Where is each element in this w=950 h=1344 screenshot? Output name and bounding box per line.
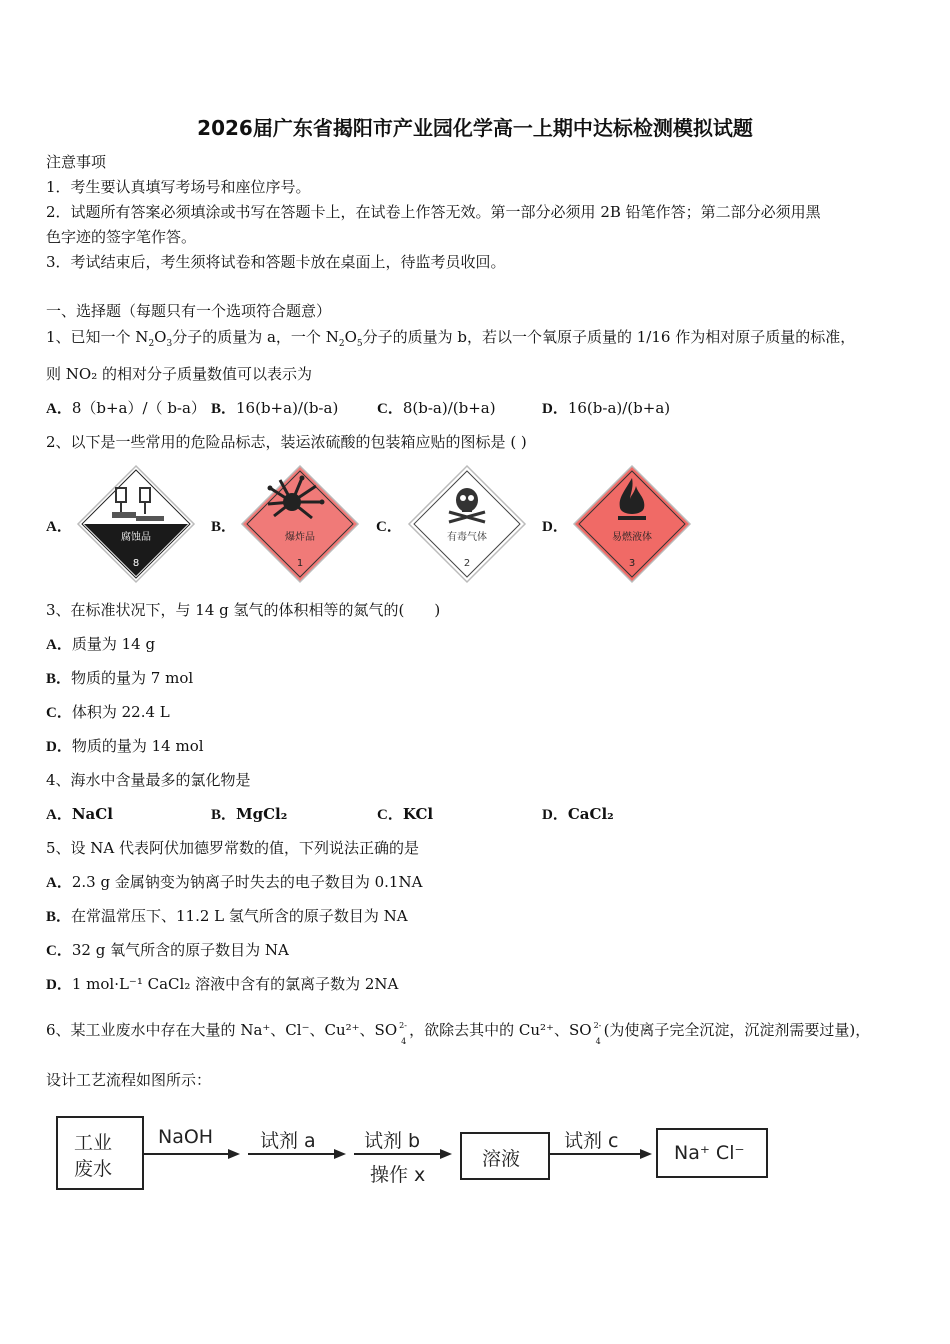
notice-item-1: 1．考生要认真填写考场号和座位序号。 — [46, 178, 311, 196]
corrosive-sign-text: 腐蚀品 — [121, 532, 151, 543]
flow-label-reagent-a: 试剂 a — [260, 1130, 316, 1152]
q1-stem-line2: 则 NO₂ 的相对分子质量数值可以表示为 — [46, 365, 312, 383]
flammable-sign-text: 易燃液体 — [612, 532, 652, 543]
notice-item-3: 3．考试结束后，考生须将试卷和答题卡放在桌面上，待监考员收回。 — [46, 253, 506, 271]
q4-option-b: B．MgCl₂ — [211, 805, 288, 823]
q2-option-c-label: C． — [376, 519, 402, 535]
explosive-sign-number: 1 — [296, 558, 304, 569]
q6-stem: 6、某工业废水中存在大量的 Na⁺、Cl⁻、Cu²⁺、SO 2- 4 ，欲除去其中的 Cu²⁺、SO 2- 4 (为使离子完全沉淀，沉淀剂需要过量)， — [46, 1021, 871, 1046]
corrosive-sign-number: 8 — [132, 558, 140, 569]
q3-option-a: A．质量为 14 g — [46, 635, 156, 653]
q3-stem: 3、在标准状况下，与 14 g 氢气的体积相等的氮气的( ) — [46, 601, 441, 619]
flammable-liquid-sign-icon — [572, 464, 692, 584]
corrosive-sign-icon — [76, 464, 196, 584]
q4-stem: 4、海水中含量最多的氯化物是 — [46, 771, 251, 789]
explosive-sign-icon — [240, 464, 360, 584]
flow-label-naoh: NaOH — [158, 1126, 214, 1148]
q5-option-c: C．32 g 氧气所含的原子数目为 NA — [46, 941, 289, 959]
q1-option-b: B．16(b+a)/(b-a) — [211, 399, 339, 417]
notice-item-2: 2．试题所有答案必须填涂或书写在答题卡上，在试卷上作答无效。第一部分必须用 2B 铅笔作答；第二部分必须用黑 — [46, 203, 821, 221]
notice-heading: 注意事项 — [46, 153, 107, 171]
q2-option-a-label: A． — [46, 519, 72, 535]
q2-stem: 2、以下是一些常用的危险品标志，装运浓硫酸的包装箱应贴的图标是 ( ) — [46, 433, 527, 451]
q4-option-d: D．CaCl₂ — [542, 805, 614, 823]
q4-option-a: A．NaCl — [46, 805, 113, 823]
q5-stem: 5、设 NA 代表阿伏加德罗常数的值，下列说法正确的是 — [46, 839, 420, 857]
flammable-sign-number: 3 — [628, 558, 636, 569]
q6-stem-line2: 设计工艺流程如图所示： — [46, 1071, 212, 1089]
flow-box-product: Na⁺ Cl⁻ — [656, 1128, 768, 1178]
toxic-gas-sign-number: 2 — [463, 558, 471, 569]
q1-option-a: A．8（b+a）/（ b-a） — [46, 399, 206, 417]
toxic-gas-sign-text: 有毒气体 — [447, 532, 487, 543]
q3-option-c: C．体积为 22.4 L — [46, 703, 170, 721]
q3-option-d: D．物质的量为 14 mol — [46, 737, 204, 755]
flow-arrow-2 — [248, 1146, 348, 1162]
notice-item-2-cont: 色字迹的签字笔作答。 — [46, 228, 197, 246]
page-title: 2026届广东省揭阳市产业园化学高一上期中达标检测模拟试题 — [197, 116, 753, 140]
flow-box-wastewater: 工业 废水 — [56, 1116, 144, 1190]
q4-option-c: C．KCl — [377, 805, 434, 823]
q5-option-b: B．在常温常压下、11.2 L 氢气所含的原子数目为 NA — [46, 907, 408, 925]
section-heading: 一、选择题（每题只有一个选项符合题意） — [46, 302, 332, 320]
q1-stem-line1: 1、已知一个 $N_2O_3$分子的质量为 a，一个 $N_2O_5$分子的质量为 b，若以一个氧原子质量的 1/16 作为相对原子质量的标准， — [46, 328, 856, 349]
q5-option-a: A．2.3 g 金属钠变为钠离子时失去的电子数目为 0.1NA — [46, 873, 423, 891]
q3-option-b: B．物质的量为 7 mol — [46, 669, 194, 687]
q2-option-b-label: B． — [211, 519, 237, 535]
explosive-sign-text: 爆炸品 — [285, 532, 315, 543]
flow-label-reagent-b: 试剂 b — [364, 1130, 421, 1152]
q1-option-c: C．8(b-a)/(b+a) — [377, 399, 496, 417]
q1-option-d: D．16(b-a)/(b+a) — [542, 399, 671, 417]
flow-arrow-4 — [550, 1146, 654, 1162]
q5-option-d: D．1 mol·L⁻¹ CaCl₂ 溶液中含有的氯离子数为 2NA — [46, 975, 399, 993]
flow-box-solution: 溶液 — [460, 1132, 550, 1180]
toxic-gas-sign-icon — [407, 464, 527, 584]
flow-label-reagent-c: 试剂 c — [564, 1130, 619, 1152]
flow-label-operation-x: 操作 x — [370, 1164, 426, 1186]
q2-option-d-label: D． — [542, 519, 568, 535]
flow-arrow-1 — [142, 1146, 242, 1162]
